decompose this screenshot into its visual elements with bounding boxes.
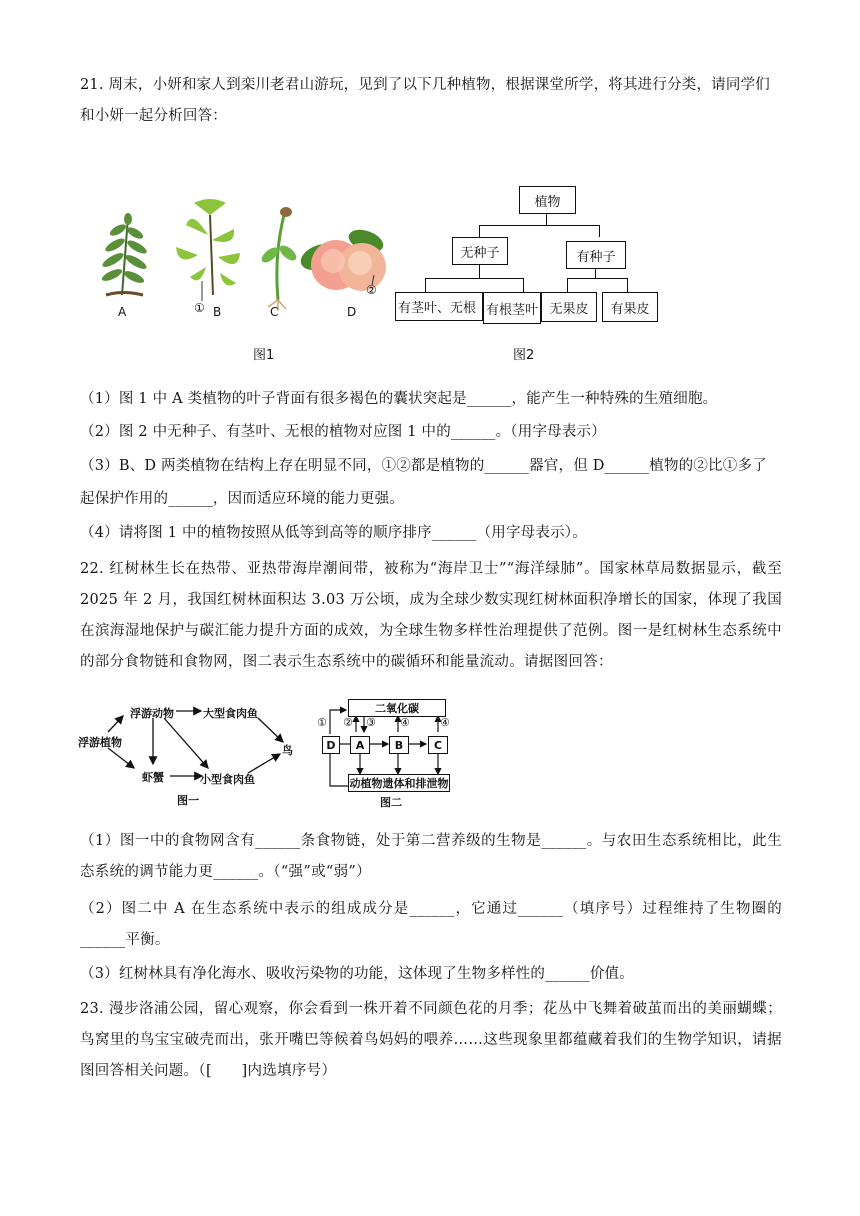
q21-sub4: （4）请将图 1 中的植物按照从低等到高等的顺序排序______（用字母表示）。	[80, 525, 587, 541]
q21-sub2: （2）图 2 中无种子、有茎叶、无根的植物对应图 1 中的______。（用字母表示）	[80, 424, 606, 440]
figure-food-web	[78, 698, 298, 808]
cc-num-4a: ④	[400, 716, 410, 729]
figure-food-web-caption: 图一	[177, 794, 199, 807]
figure-carbon-cycle	[310, 696, 460, 808]
figure-2-classification	[395, 186, 660, 326]
tree-leaf-with-pericarp: 有果皮	[602, 292, 658, 322]
plant-marker-2: ②	[366, 283, 377, 297]
cc-box-co2: 二氧化碳	[348, 699, 446, 717]
q21-sub3-line1: （3）B、D 两类植物在结构上存在明显不同，①②都是植物的______器官，但 D______植物的②比①多了	[80, 458, 767, 474]
fw-node-phytoplankton: 浮游植物	[78, 736, 122, 749]
figure-carbon-cycle-caption: 图二	[380, 796, 402, 809]
tree-root-plant: 植物	[519, 186, 576, 214]
plant-letter-a: A	[118, 305, 127, 319]
tree-leaf-root-stem-leaf: 有根茎叶	[483, 292, 541, 324]
fw-node-large-fish: 大型食肉鱼	[203, 707, 258, 720]
plant-marker-1: ①	[194, 301, 205, 315]
plant-letter-b: B	[213, 305, 222, 319]
cc-num-3: ③	[366, 716, 376, 729]
tree-node-with-seed: 有种子	[566, 241, 626, 269]
q21-intro-line2: 和小妍一起分析回答：	[80, 108, 227, 124]
q23-intro: 23. 漫步洛浦公园，留心观察，你会看到一株开着不同颜色花的月季；花丛中飞舞着破茧而出的美丽蝴蝶；鸟窝里的鸟宝宝破壳而出，张开嘴巴等候着鸟妈妈的喂养……这些现象里都蕴藏着我们的生物学知识，请据图回答相关问题。（[ ]内选填序号）	[80, 1001, 782, 1079]
cc-box-c: C	[428, 736, 448, 754]
q21-sub1: （1）图 1 中 A 类植物的叶子背面有很多褐色的囊状突起是______，能产生一种特殊的生殖细胞。	[80, 391, 718, 407]
cc-num-4b: ④	[440, 716, 450, 729]
plant-letter-d: D	[347, 305, 357, 319]
peach-illustration	[297, 225, 386, 291]
figure-2-caption: 图2	[513, 348, 535, 363]
q22-sub3: （3）红树林具有净化海水、吸收污染物的功能，这体现了生物多样性的______价值。	[80, 966, 634, 982]
fw-node-shrimp-crab: 虾蟹	[142, 771, 164, 784]
fw-node-bird: 鸟	[282, 744, 293, 757]
figure-1-plants	[98, 195, 398, 325]
q22-intro: 22. 红树林生长在热带、亚热带海岸潮间带，被称为“海岸卫士”“海洋绿肺”。国家林草局数据显示，截至 2025 年 2 月，我国红树林面积达 3.03 万公顷，成为全球少数实现红树林面积净增长的国家，体现了我国在滨海湿地保护与碳汇能力提升方面的成效，为全球生物多样性治理提供了范例。图一是红树林生态系统中的部分食物链和食物网，图二表示生态系统中的碳循环和能量流动。请据图回答：	[80, 561, 782, 670]
cc-box-b: B	[389, 736, 409, 754]
cc-box-d: D	[322, 736, 340, 754]
q21-intro-line1: 21. 周末，小妍和家人到栾川老君山游玩，见到了以下几种植物，根据课堂所学，将其进行分类，请同学们	[80, 77, 770, 93]
q22-sub2: （2）图二中 A 在生态系统中表示的组成成分是______，它通过______（填序号）过程维持了生物圈的______平衡。	[80, 901, 782, 948]
ginkgo-illustration	[176, 199, 240, 301]
cc-box-a: A	[350, 736, 370, 754]
fw-node-zooplankton: 浮游动物	[130, 707, 174, 720]
tree-leaf-stem-leaf-no-root: 有茎叶、无根	[395, 292, 483, 321]
cc-num-1: ①	[317, 716, 327, 729]
cc-box-remains: 动植物遗体和排泄物	[348, 774, 450, 792]
q21-sub3-line2: 起保护作用的______，因而适应环境的能力更强。	[80, 491, 404, 507]
cc-num-2: ②	[343, 716, 353, 729]
q22-sub1: （1）图一中的食物网含有______条食物链，处于第二营养级的生物是______。与农田生态系统相比，此生态系统的调节能力更______。（“强”或“弱”）	[80, 833, 782, 880]
fw-node-small-fish: 小型食肉鱼	[200, 773, 255, 786]
plant-letter-c: C	[270, 305, 279, 319]
fern-illustration	[100, 213, 148, 295]
figure-1-caption: 图1	[253, 348, 275, 363]
tree-node-no-seed: 无种子	[452, 237, 508, 265]
tree-leaf-no-pericarp: 无果皮	[541, 292, 597, 322]
seedling-illustration	[259, 207, 299, 311]
